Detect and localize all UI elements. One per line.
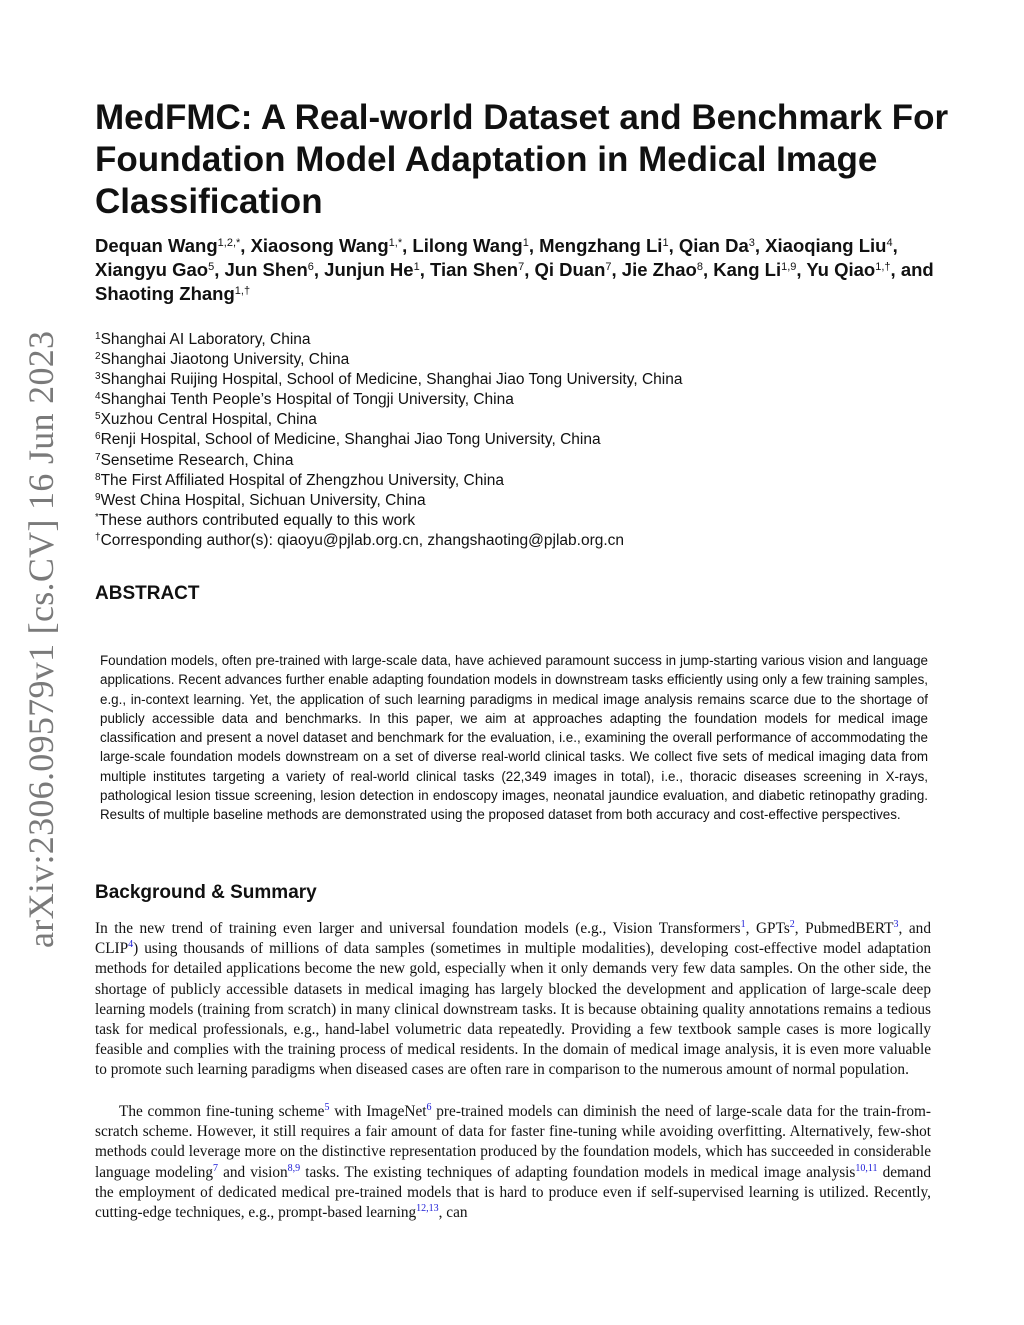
author-name: Dequan Wang xyxy=(95,235,218,256)
affiliation-text: The First Affiliated Hospital of Zhengzhou University, China xyxy=(100,471,505,489)
affiliation-item xyxy=(95,471,682,491)
affiliation-item xyxy=(95,531,682,551)
citation-link[interactable]: 5 xyxy=(324,1102,330,1113)
affiliation-text: Shanghai AI Laboratory, China xyxy=(100,331,311,348)
author-separator: , xyxy=(419,259,430,280)
affiliation-mark: * xyxy=(95,511,99,523)
affiliation-item xyxy=(95,370,682,390)
author-name: Jun Shen xyxy=(224,259,308,280)
author-separator: , xyxy=(402,235,413,256)
affiliation-item xyxy=(95,430,682,450)
affiliation-item xyxy=(95,330,682,350)
author-separator: , xyxy=(524,259,535,280)
affiliation-text: Shanghai Tenth People’s Hospital of Tongji University, China xyxy=(100,391,514,409)
author-separator: , xyxy=(611,259,622,280)
author-separator: , xyxy=(754,235,766,256)
body-text: , PubmedBERT xyxy=(794,920,894,937)
body-text: , GPTs xyxy=(745,920,790,937)
author-affiliation-mark: 7 xyxy=(605,261,612,273)
affiliation-mark: 8 xyxy=(95,471,101,483)
citation-link[interactable]: 3 xyxy=(893,919,899,930)
citation-link[interactable]: 2 xyxy=(789,919,795,930)
affiliation-mark: † xyxy=(95,531,101,543)
citation-link[interactable]: 12,13 xyxy=(416,1203,439,1215)
author-list xyxy=(95,234,945,306)
author-name: Xiaoqiang Liu xyxy=(765,235,887,256)
abstract-text: Foundation models, often pre-trained with large-scale data, have achieved paramount success in jump-starting various vision and language applications. Recent advances further enable adapting foundation models in downstream tasks efficiently using only a few training samples, e.g., in-context learning. Yet, the application of such learning paradigms in medical image analysis remains scarce due to the shortage of publicly accessible data and benchmarks. In this paper, we aim at approaches adapting the foundation models for medical image classification and present a novel dataset and benchmark for the evaluation, i.e., examining the overall performance of accommodating the large-scale foundation models downstream on a set of diverse real-world clinical tasks. We collect five sets of medical imaging data from multiple institutes targeting a variety of real-world clinical tasks (22,349 images in total), i.e., thoracic diseases screening in X-rays, pathological lesion tissue screening, lesion detection in endoscopy images, neonatal jaundice evaluation, and diabetic retinopathy grading. Results of multiple baseline methods are demonstrated using the proposed dataset from both accuracy and cost-effective perspectives. xyxy=(100,653,928,823)
author-name: Jie Zhao xyxy=(621,259,697,280)
author-separator: , xyxy=(892,235,898,256)
paper-title: MedFMC: A Real-world Dataset and Benchmark For Foundation Model Adaptation in Medical Image Classification xyxy=(95,98,949,221)
body-paragraph-2 xyxy=(95,1102,931,1223)
author-separator: , xyxy=(796,259,807,280)
affiliation-item xyxy=(95,491,682,511)
affiliation-text: West China Hospital, Sichuan University, China xyxy=(100,491,426,509)
author-affiliation-mark: 1,2,* xyxy=(217,237,241,249)
affiliation-mark: 5 xyxy=(95,411,101,423)
author-affiliation-mark: 1 xyxy=(413,261,420,273)
author-separator: , xyxy=(702,259,714,280)
author-name: Qi Duan xyxy=(534,259,606,280)
author-affiliation-mark: 6 xyxy=(307,261,314,273)
section-heading-background: Background & Summary xyxy=(95,882,317,903)
affiliation-mark: 3 xyxy=(95,371,101,383)
body-text: , can xyxy=(438,1204,468,1222)
author-separator: , xyxy=(528,235,540,256)
author-affiliation-mark: 3 xyxy=(748,237,755,249)
affiliation-text: Sensetime Research, China xyxy=(100,451,294,469)
author-name: Kang Li xyxy=(713,259,782,280)
citation-link[interactable]: 10,11 xyxy=(855,1162,878,1174)
body-text: pre-trained models can diminish the need of large-scale data for the train-from-scratch scheme. However, it still requires a fair amount of data for faster fine-tuning while avoiding overfitting. Alternatively, few-shot methods could leverage more on the distinctive representation produced by the foundation models, which has succeeded in considerable language modeling xyxy=(95,1103,932,1181)
body-text: and vision xyxy=(218,1163,288,1181)
affiliation-item xyxy=(95,410,682,430)
author-name: Qian Da xyxy=(678,235,749,256)
affiliation-item xyxy=(95,390,682,410)
affiliation-text: Shanghai Ruijing Hospital, School of Medicine, Shanghai Jiao Tong University, China xyxy=(100,371,683,389)
author-affiliation-mark: 1,† xyxy=(875,261,891,273)
affiliation-text: Corresponding author(s): qiaoyu@pjlab.org.cn, zhangshaoting@pjlab.org.cn xyxy=(100,531,625,549)
body-text: demand the employment of dedicated medical pre-trained models that is hard to produce even if self-supervised learning is utilized. Recently, cutting-edge techniques, e.g., prompt-based learning xyxy=(95,1163,931,1222)
author-affiliation-mark: 1 xyxy=(522,237,529,249)
affiliation-mark: 6 xyxy=(95,431,101,443)
affiliation-item xyxy=(95,511,682,531)
citation-link[interactable]: 7 xyxy=(213,1162,219,1174)
author-separator: , and xyxy=(890,259,934,280)
author-name: Tian Shen xyxy=(429,259,519,280)
body-text: with ImageNet xyxy=(329,1103,427,1120)
author-affiliation-mark: 7 xyxy=(518,261,525,273)
citation-link[interactable]: 1 xyxy=(740,919,746,930)
author-affiliation-mark: 1,9 xyxy=(781,261,797,273)
affiliation-mark: 9 xyxy=(95,491,101,503)
author-name: Junjun He xyxy=(324,259,414,280)
citation-link[interactable]: 6 xyxy=(426,1102,432,1113)
arxiv-identifier-stamp: arXiv:2306.09579v1 [cs.CV] 16 Jun 2023 xyxy=(21,330,61,948)
affiliation-mark: 7 xyxy=(95,451,101,463)
author-name: Shaoting Zhang xyxy=(95,283,235,304)
body-text: tasks. The existing techniques of adapting foundation models in medical image analysis xyxy=(300,1163,856,1181)
author-name: Lilong Wang xyxy=(412,235,523,256)
affiliation-list xyxy=(95,330,682,551)
affiliation-text: These authors contributed equally to this work xyxy=(98,511,416,529)
author-name: Xiangyu Gao xyxy=(95,259,209,280)
body-text: The common fine-tuning scheme xyxy=(119,1103,325,1120)
affiliation-item xyxy=(95,451,682,471)
author-separator: , xyxy=(313,259,325,280)
body-text: ) using thousands of millions of data samples (sometimes in multiple modalities), developing cost-effective model adaptation methods for detailed applications become the new gold, especially when it only demands very few data samples. On the other side, the shortage of publicly accessible datasets in medical imaging has largely blocked the development and application of large-scale deep learning models (training from scratch) in many clinical downstream tasks. It is because obtaining quality annotations remains a tedious task for medical professionals, e.g., hand-label volumetric data repeatedly. Providing a few textbook sample cases is more logically feasible and complies with the training process of medical residents. In the domain of medical image analysis, it is even more valuable to promote such learning paradigms when diseased cases are often rare in comparison to the numerous amount of normal population. xyxy=(95,940,931,1079)
author-affiliation-mark: 1,† xyxy=(234,285,251,297)
author-name: Mengzhang Li xyxy=(539,235,663,256)
citation-link[interactable]: 4 xyxy=(128,939,134,951)
author-separator: , xyxy=(214,259,225,280)
author-affiliation-mark: 1,* xyxy=(388,237,403,249)
affiliation-item xyxy=(95,350,682,370)
body-text: , and CLIP xyxy=(95,920,931,958)
author-name: Xiaosong Wang xyxy=(250,235,389,256)
author-affiliation-mark: 4 xyxy=(886,237,893,249)
author-name: Yu Qiao xyxy=(806,259,876,280)
author-separator: , xyxy=(240,235,251,256)
abstract-heading: ABSTRACT xyxy=(95,583,200,604)
affiliation-text: Renji Hospital, School of Medicine, Shanghai Jiao Tong University, China xyxy=(100,431,601,449)
author-affiliation-mark: 5 xyxy=(208,261,215,273)
affiliation-mark: 2 xyxy=(95,351,101,363)
body-paragraph-1 xyxy=(95,919,931,1081)
affiliation-mark: 1 xyxy=(95,331,101,342)
author-separator: , xyxy=(668,235,679,256)
citation-link[interactable]: 8,9 xyxy=(287,1162,301,1174)
affiliation-text: Shanghai Jiaotong University, China xyxy=(100,351,350,369)
affiliation-text: Xuzhou Central Hospital, China xyxy=(100,411,317,429)
author-affiliation-mark: 1 xyxy=(662,237,669,249)
affiliation-mark: 4 xyxy=(95,391,101,403)
author-affiliation-mark: 8 xyxy=(696,261,703,273)
body-text: In the new trend of training even larger and universal foundation models (e.g., Vision Transformers xyxy=(95,920,741,937)
